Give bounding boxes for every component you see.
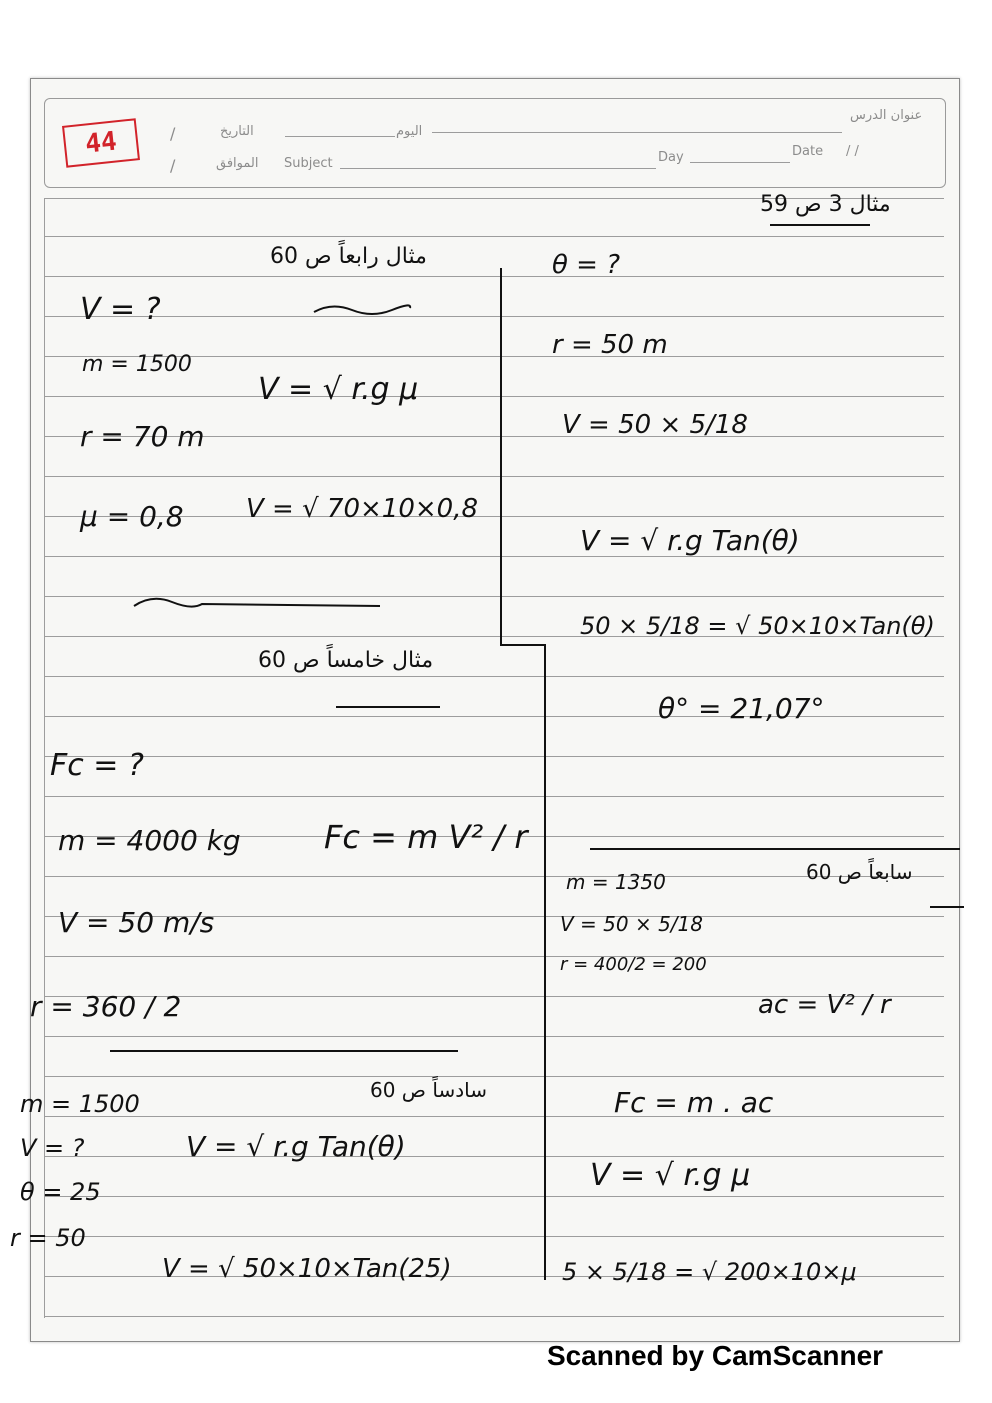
heading-underline (336, 706, 440, 708)
column-divider (500, 268, 502, 644)
ruled-line (44, 1316, 944, 1317)
header-underline (340, 168, 656, 169)
given-line: m = 1500 (82, 352, 192, 377)
example-heading: سادساً ص 60 (370, 1078, 487, 1102)
given-line: V = ? (20, 1134, 85, 1162)
given-line: r = 70 m (80, 420, 205, 453)
given-line: m = 1350 (566, 870, 666, 894)
ruled-line (44, 1076, 944, 1077)
ruled-line (44, 676, 944, 677)
example-heading: مثال خامساً ص 60 (258, 648, 434, 673)
given-line: Fc = ? (50, 748, 144, 783)
given-line: θ = ? (552, 250, 621, 280)
given-line: m = 4000 kg (58, 824, 241, 857)
ruled-line (44, 396, 944, 397)
formula-line: V = √ r.g μ (258, 372, 419, 407)
ruled-line (44, 236, 944, 237)
given-line: V = ? (80, 292, 161, 327)
section-divider-right (590, 848, 960, 850)
date-label: Date (792, 144, 824, 159)
formula-line: ac = V² / r (758, 990, 891, 1020)
ruled-line (44, 1036, 944, 1037)
example-heading: سابعاً ص 60 (806, 860, 913, 884)
formula-line: V = √ 50×10×Tan(25) (162, 1254, 452, 1284)
header-underline (285, 136, 395, 137)
equation-line: V = √ r.g Tan(θ) (580, 524, 800, 557)
example-heading: مثال 3 ص 59 (760, 192, 891, 217)
notebook-header (44, 98, 946, 188)
header-slash: / (170, 156, 176, 175)
formula-line: 5 × 5/18 = √ 200×10×μ (562, 1258, 857, 1286)
ruled-line (44, 756, 944, 757)
ruled-line (44, 276, 944, 277)
equation-line: V = 50 × 5/18 (562, 410, 748, 440)
heading-underline (930, 906, 964, 908)
example-heading: مثال رابعاً ص 60 (270, 244, 427, 269)
scanner-watermark: Scanned by CamScanner (546, 1340, 884, 1371)
column-divider-jog (500, 644, 544, 646)
history-ar-label: التاريخ (220, 124, 254, 139)
given-line: μ = 0,8 (80, 500, 184, 533)
given-line: r = 400/2 = 200 (560, 954, 707, 975)
heading-underline (770, 224, 870, 226)
equation-line: 50 × 5/18 = √ 50×10×Tan(θ) (580, 612, 935, 640)
ruled-line (44, 316, 944, 317)
ruled-line (44, 1116, 944, 1117)
subject-ar-label: الموافق (216, 156, 259, 171)
given-line: θ = 25 (20, 1178, 101, 1206)
section-separator (132, 592, 382, 614)
given-line: r = 50 (10, 1224, 86, 1252)
given-line: m = 1500 (20, 1090, 140, 1118)
header-underline (432, 132, 842, 133)
formula-line: V = √ 70×10×0,8 (246, 494, 479, 524)
given-line: r = 50 m (552, 330, 668, 360)
formula-line: V = √ r.g Tan(θ) (186, 1130, 406, 1163)
header-underline (690, 162, 790, 163)
answer-line: θ° = 21,07° (658, 692, 825, 725)
section-separator (110, 1050, 458, 1052)
ruled-line (44, 956, 944, 957)
page-number: 44 (62, 118, 140, 168)
formula-line: Fc = m V² / r (324, 818, 528, 856)
date-slashes: / / (846, 144, 859, 159)
given-line: V = 50 m/s (58, 906, 215, 939)
ruled-line (44, 1196, 944, 1197)
day-ar-label: اليوم (396, 124, 423, 139)
ruled-line (44, 476, 944, 477)
heading-underline (312, 300, 412, 320)
column-divider (544, 644, 546, 1280)
ruled-line (44, 1156, 944, 1157)
subject-label: Subject (284, 156, 333, 171)
ruled-line (44, 796, 944, 797)
given-line: r = 360 / 2 (30, 990, 182, 1023)
lesson-title-label: عنوان الدرس (850, 108, 923, 123)
formula-line: V = √ r.g μ (590, 1158, 751, 1193)
ruled-line (44, 556, 944, 557)
header-slash: / (170, 124, 176, 143)
ruled-line (44, 1236, 944, 1237)
formula-line: Fc = m . ac (614, 1086, 774, 1119)
day-label: Day (658, 150, 684, 165)
given-line: V = 50 × 5/18 (560, 912, 703, 936)
